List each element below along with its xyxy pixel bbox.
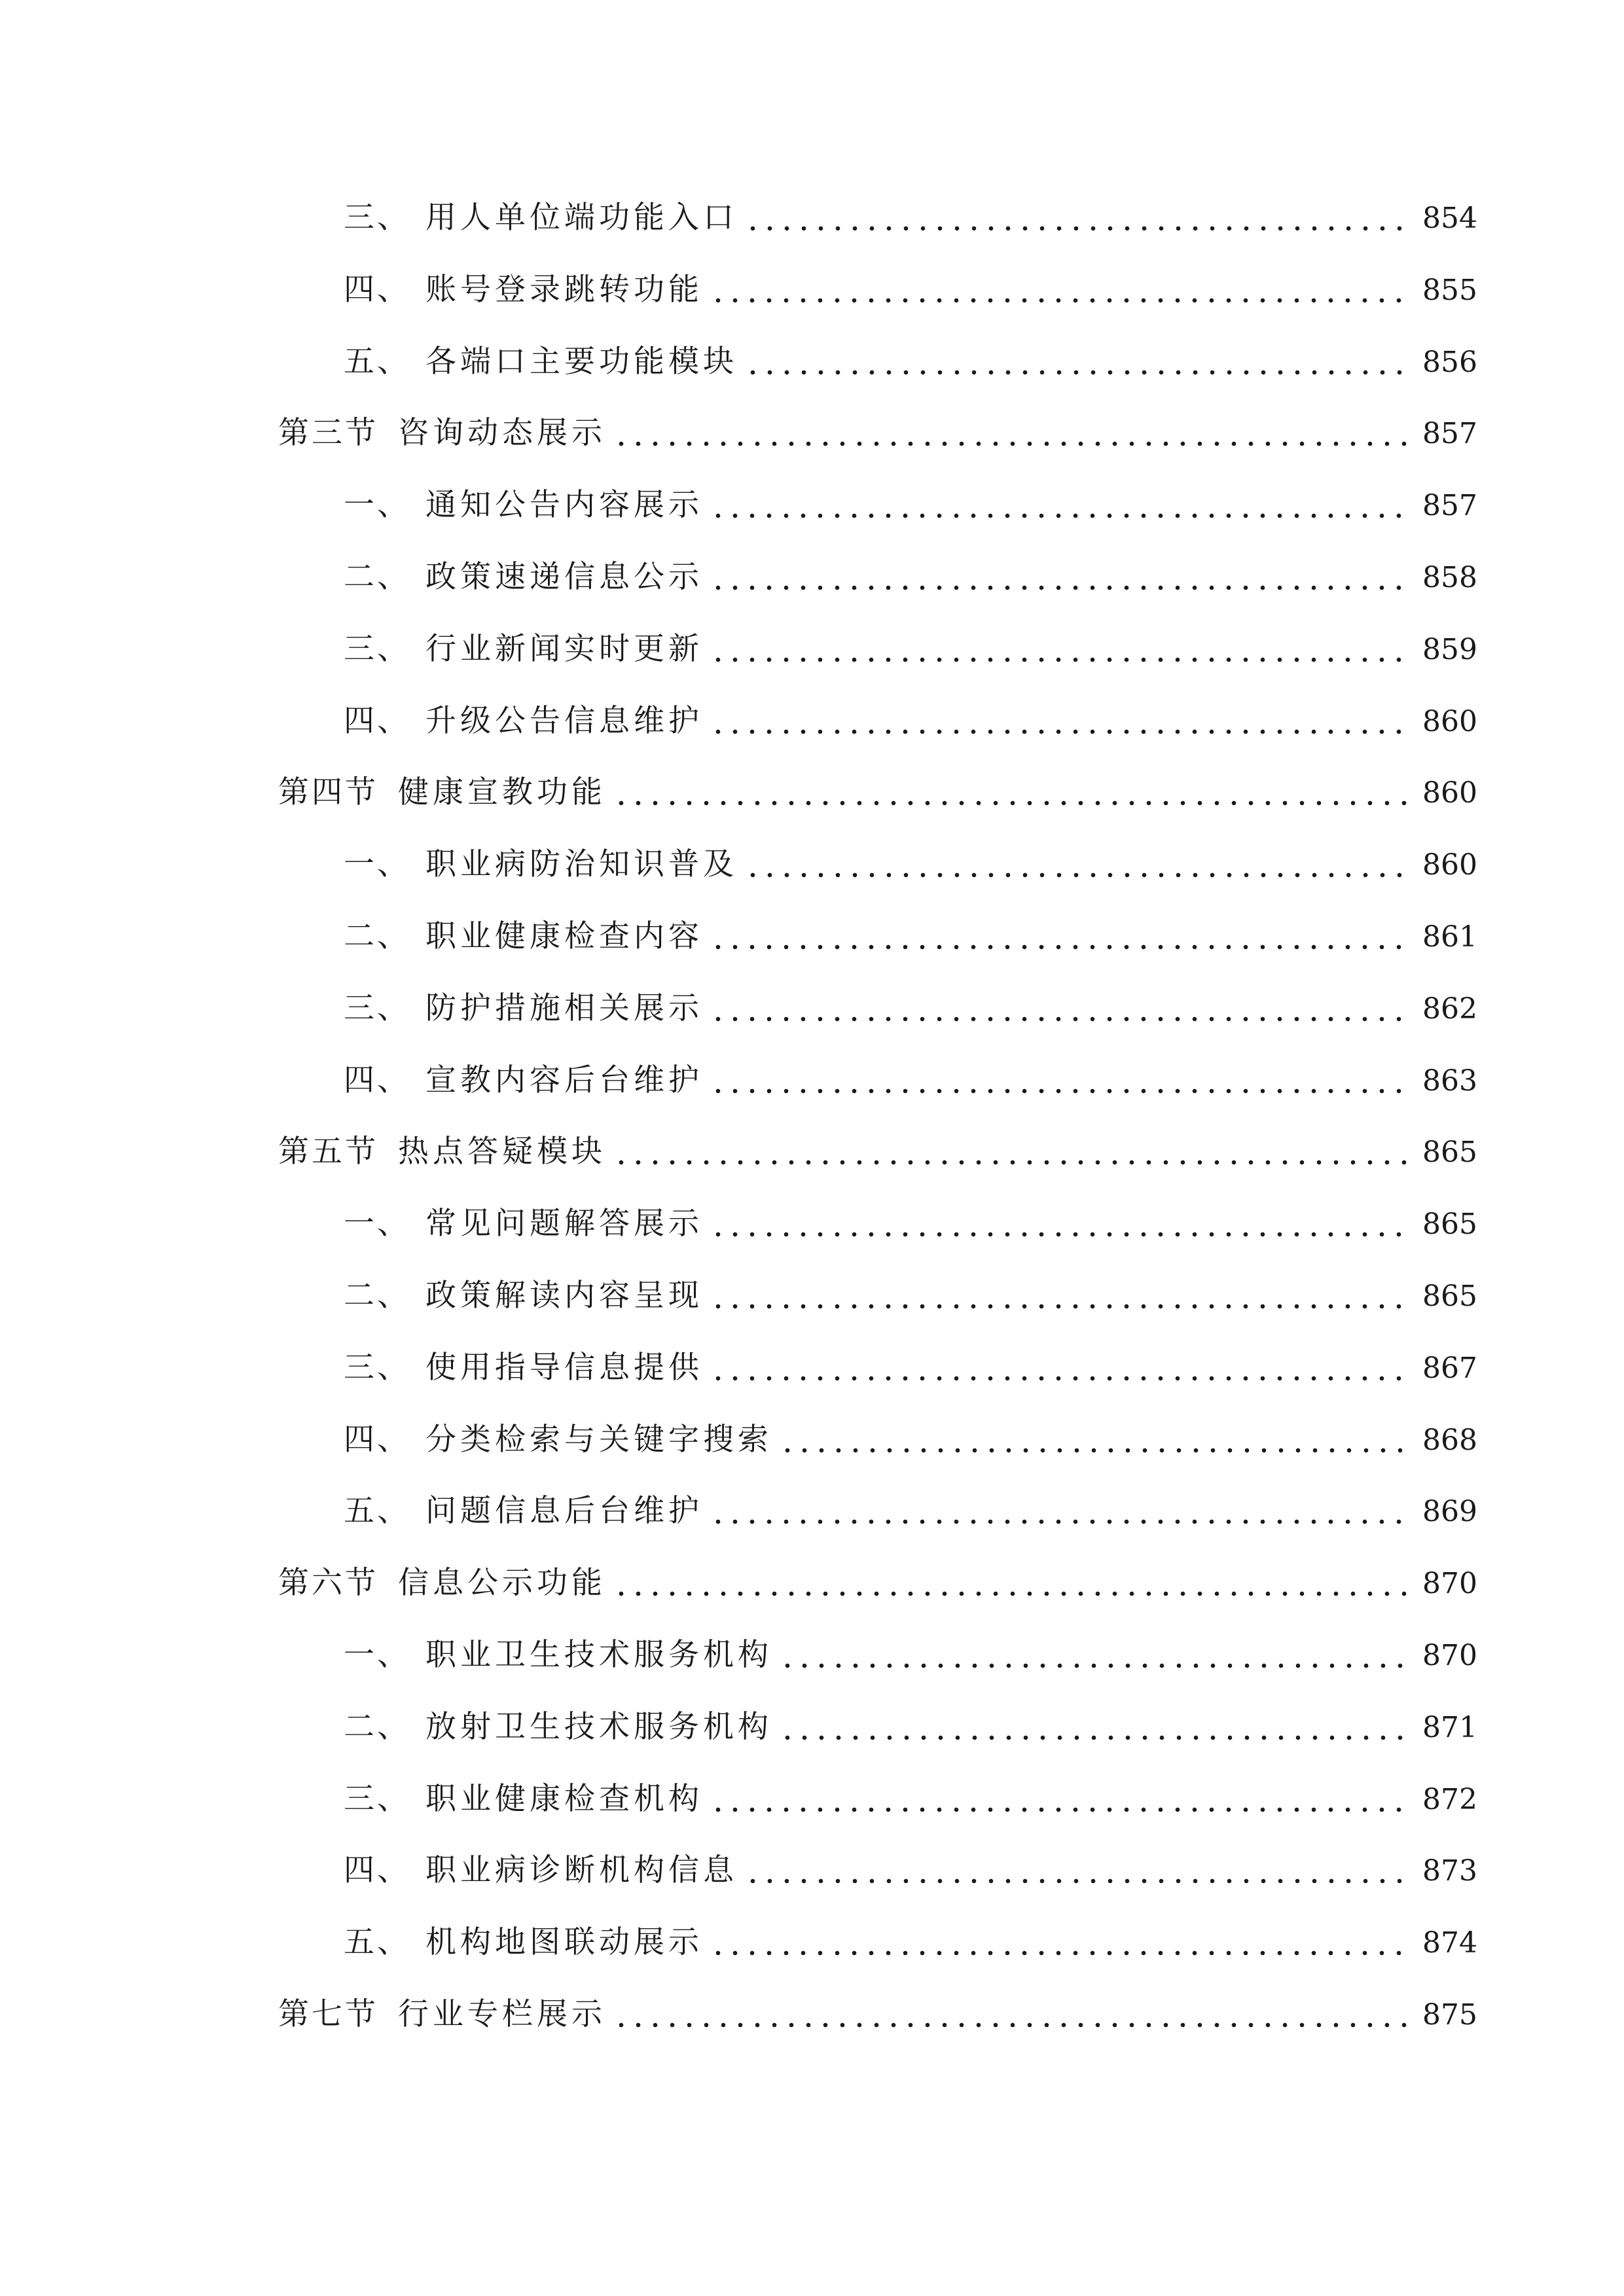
- toc-subsection-entry[interactable]: [344, 1485, 1477, 1537]
- toc-entry-title: 账号登录跳转功能: [425, 272, 703, 308]
- toc-page-number: 869: [1422, 1495, 1477, 1528]
- toc-entry-number: 二、: [344, 918, 410, 954]
- toc-dot-leader: [613, 1159, 1413, 1166]
- toc-subsection-entry[interactable]: [344, 479, 1477, 531]
- toc-entry-title: 信息公示功能: [398, 1565, 606, 1601]
- toc-subsection-entry[interactable]: [344, 623, 1477, 675]
- toc-subsection-entry[interactable]: [344, 1342, 1477, 1394]
- toc-subsection-entry[interactable]: [344, 982, 1477, 1035]
- toc-subsection-entry[interactable]: [344, 1414, 1477, 1466]
- toc-dot-leader: [710, 1950, 1413, 1956]
- toc-page-number: 871: [1422, 1711, 1477, 1744]
- toc-dot-leader: [744, 1878, 1413, 1884]
- toc-entry-title: 职业卫生技术服务机构: [425, 1637, 772, 1673]
- toc-entry-number: 一、: [344, 1637, 410, 1673]
- toc-section-entry[interactable]: [278, 1988, 1477, 2041]
- toc-dot-leader: [744, 369, 1413, 376]
- toc-subsection-entry[interactable]: [344, 1198, 1477, 1250]
- toc-entry-number: 第七节: [278, 1996, 378, 2032]
- toc-dot-leader: [710, 1231, 1413, 1238]
- toc-dot-leader: [613, 1590, 1413, 1597]
- toc-page-number: 861: [1422, 920, 1477, 954]
- toc-dot-leader: [779, 1662, 1413, 1669]
- toc-entry-title: 热点答疑模块: [398, 1134, 606, 1170]
- toc-entry-title: 分类检索与关键字搜索: [425, 1422, 772, 1458]
- toc-dot-leader: [744, 872, 1413, 878]
- toc-entry-number: 二、: [344, 1278, 410, 1314]
- toc-entry-title: 健康宣教功能: [398, 774, 606, 810]
- toc-dot-leader: [710, 944, 1413, 950]
- toc-subsection-entry[interactable]: [344, 838, 1477, 891]
- toc-entry-number: 三、: [344, 990, 410, 1026]
- toc-page-number: 867: [1422, 1352, 1477, 1385]
- toc-entry-number: 第四节: [278, 774, 378, 810]
- toc-page-number: 868: [1422, 1424, 1477, 1457]
- toc-entry-number: 第六节: [278, 1565, 378, 1601]
- toc-entry-title: 职业病防治知识普及: [425, 846, 738, 882]
- toc-entry-number: 四、: [344, 272, 410, 308]
- toc-page-number: 860: [1422, 848, 1477, 882]
- toc-page-number: 854: [1422, 202, 1477, 235]
- toc-entry-title: 职业健康检查内容: [425, 918, 703, 954]
- toc-entry-number: 三、: [344, 1781, 410, 1817]
- toc-entry-number: 五、: [344, 1924, 410, 1960]
- toc-dot-leader: [779, 1734, 1413, 1741]
- toc-entry-title: 职业健康检查机构: [425, 1781, 703, 1817]
- toc-entry-number: 一、: [344, 846, 410, 882]
- toc-entry-title: 各端口主要功能模块: [425, 344, 738, 380]
- toc-entry-title: 用人单位端功能入口: [425, 200, 738, 236]
- toc-subsection-entry[interactable]: [344, 910, 1477, 963]
- toc-section-entry[interactable]: [278, 766, 1477, 819]
- toc-dot-leader: [779, 1447, 1413, 1454]
- toc-entry-number: 三、: [344, 200, 410, 236]
- toc-section-entry[interactable]: [278, 407, 1477, 459]
- toc-entry-title: 放射卫生技术服务机构: [425, 1709, 772, 1745]
- toc-subsection-entry[interactable]: [344, 336, 1477, 388]
- toc-entry-number: 一、: [344, 487, 410, 523]
- toc-dot-leader: [710, 297, 1413, 304]
- toc-subsection-entry[interactable]: [344, 1773, 1477, 1825]
- toc-entry-number: 五、: [344, 344, 410, 380]
- toc-entry-title: 防护措施相关展示: [425, 990, 703, 1026]
- toc-subsection-entry[interactable]: [344, 551, 1477, 603]
- toc-subsection-entry[interactable]: [344, 1054, 1477, 1107]
- toc-dot-leader: [613, 440, 1413, 447]
- toc-dot-leader: [613, 800, 1413, 806]
- toc-dot-leader: [710, 1518, 1413, 1525]
- toc-dot-leader: [710, 1806, 1413, 1813]
- toc-entry-number: 四、: [344, 1422, 410, 1458]
- toc-dot-leader: [710, 1375, 1413, 1382]
- toc-dot-leader: [710, 1016, 1413, 1022]
- toc-entry-number: 五、: [344, 1493, 410, 1529]
- toc-dot-leader: [613, 2022, 1413, 2028]
- toc-entry-title: 使用指导信息提供: [425, 1350, 703, 1386]
- toc-page-number: 857: [1422, 489, 1477, 522]
- toc-subsection-entry[interactable]: [344, 192, 1477, 244]
- toc-page-number: 858: [1422, 561, 1477, 594]
- toc-dot-leader: [710, 512, 1413, 519]
- toc-page-number: 870: [1422, 1639, 1477, 1672]
- toc-entry-title: 行业新闻实时更新: [425, 631, 703, 667]
- toc-page-number: 860: [1422, 705, 1477, 738]
- toc-dot-leader: [710, 1088, 1413, 1094]
- toc-entry-title: 机构地图联动展示: [425, 1924, 703, 1960]
- toc-page-number: 870: [1422, 1567, 1477, 1600]
- toc-subsection-entry[interactable]: [344, 1701, 1477, 1753]
- toc-section-entry[interactable]: [278, 1126, 1477, 1178]
- toc-subsection-entry[interactable]: [344, 264, 1477, 316]
- toc-dot-leader: [710, 656, 1413, 663]
- toc-page-number: 874: [1422, 1926, 1477, 1960]
- toc-entry-number: 四、: [344, 703, 410, 739]
- toc-dot-leader: [710, 728, 1413, 735]
- toc-entry-title: 职业病诊断机构信息: [425, 1852, 738, 1888]
- toc-page-number: 865: [1422, 1280, 1477, 1313]
- toc-page-number: 865: [1422, 1208, 1477, 1241]
- toc-entry-title: 咨询动态展示: [398, 415, 606, 451]
- toc-entry-number: 第五节: [278, 1134, 378, 1170]
- toc-entry-number: 一、: [344, 1206, 410, 1242]
- toc-entry-number: 二、: [344, 559, 410, 595]
- toc-entry-title: 升级公告信息维护: [425, 703, 703, 739]
- toc-page-number: 862: [1422, 992, 1477, 1026]
- toc-page-number: 859: [1422, 633, 1477, 666]
- toc-subsection-entry[interactable]: [344, 1270, 1477, 1322]
- toc-page-number: 857: [1422, 417, 1477, 450]
- toc-entry-number: 三、: [344, 1350, 410, 1386]
- toc-dot-leader: [710, 1303, 1413, 1310]
- toc-entry-number: 四、: [344, 1852, 410, 1888]
- toc-entry-number: 二、: [344, 1709, 410, 1745]
- toc-entry-title: 问题信息后台维护: [425, 1493, 703, 1529]
- toc-entry-title: 政策速递信息公示: [425, 559, 703, 595]
- toc-entry-title: 常见问题解答展示: [425, 1206, 703, 1242]
- toc-entry-title: 行业专栏展示: [398, 1996, 606, 2032]
- toc-subsection-entry[interactable]: [344, 1916, 1477, 1969]
- toc-subsection-entry[interactable]: [344, 1629, 1477, 1681]
- toc-page-number: 872: [1422, 1783, 1477, 1816]
- toc-subsection-entry[interactable]: [344, 1844, 1477, 1897]
- toc-page-number: 856: [1422, 346, 1477, 379]
- toc-entry-title: 通知公告内容展示: [425, 487, 703, 523]
- toc-entry-title: 政策解读内容呈现: [425, 1278, 703, 1314]
- toc-entry-title: 宣教内容后台维护: [425, 1062, 703, 1098]
- toc-page-number: 873: [1422, 1854, 1477, 1888]
- toc-section-entry[interactable]: [278, 1557, 1477, 1609]
- toc-entry-number: 四、: [344, 1062, 410, 1098]
- toc-page-number: 860: [1422, 776, 1477, 810]
- toc-page-number: 863: [1422, 1064, 1477, 1098]
- toc-subsection-entry[interactable]: [344, 695, 1477, 747]
- toc-entry-number: 三、: [344, 631, 410, 667]
- toc-page-number: 865: [1422, 1136, 1477, 1169]
- toc-page-number: 855: [1422, 274, 1477, 307]
- toc-page-number: 875: [1422, 1998, 1477, 2032]
- toc-dot-leader: [710, 584, 1413, 591]
- toc-entry-number: 第三节: [278, 415, 378, 451]
- toc-dot-leader: [744, 225, 1413, 232]
